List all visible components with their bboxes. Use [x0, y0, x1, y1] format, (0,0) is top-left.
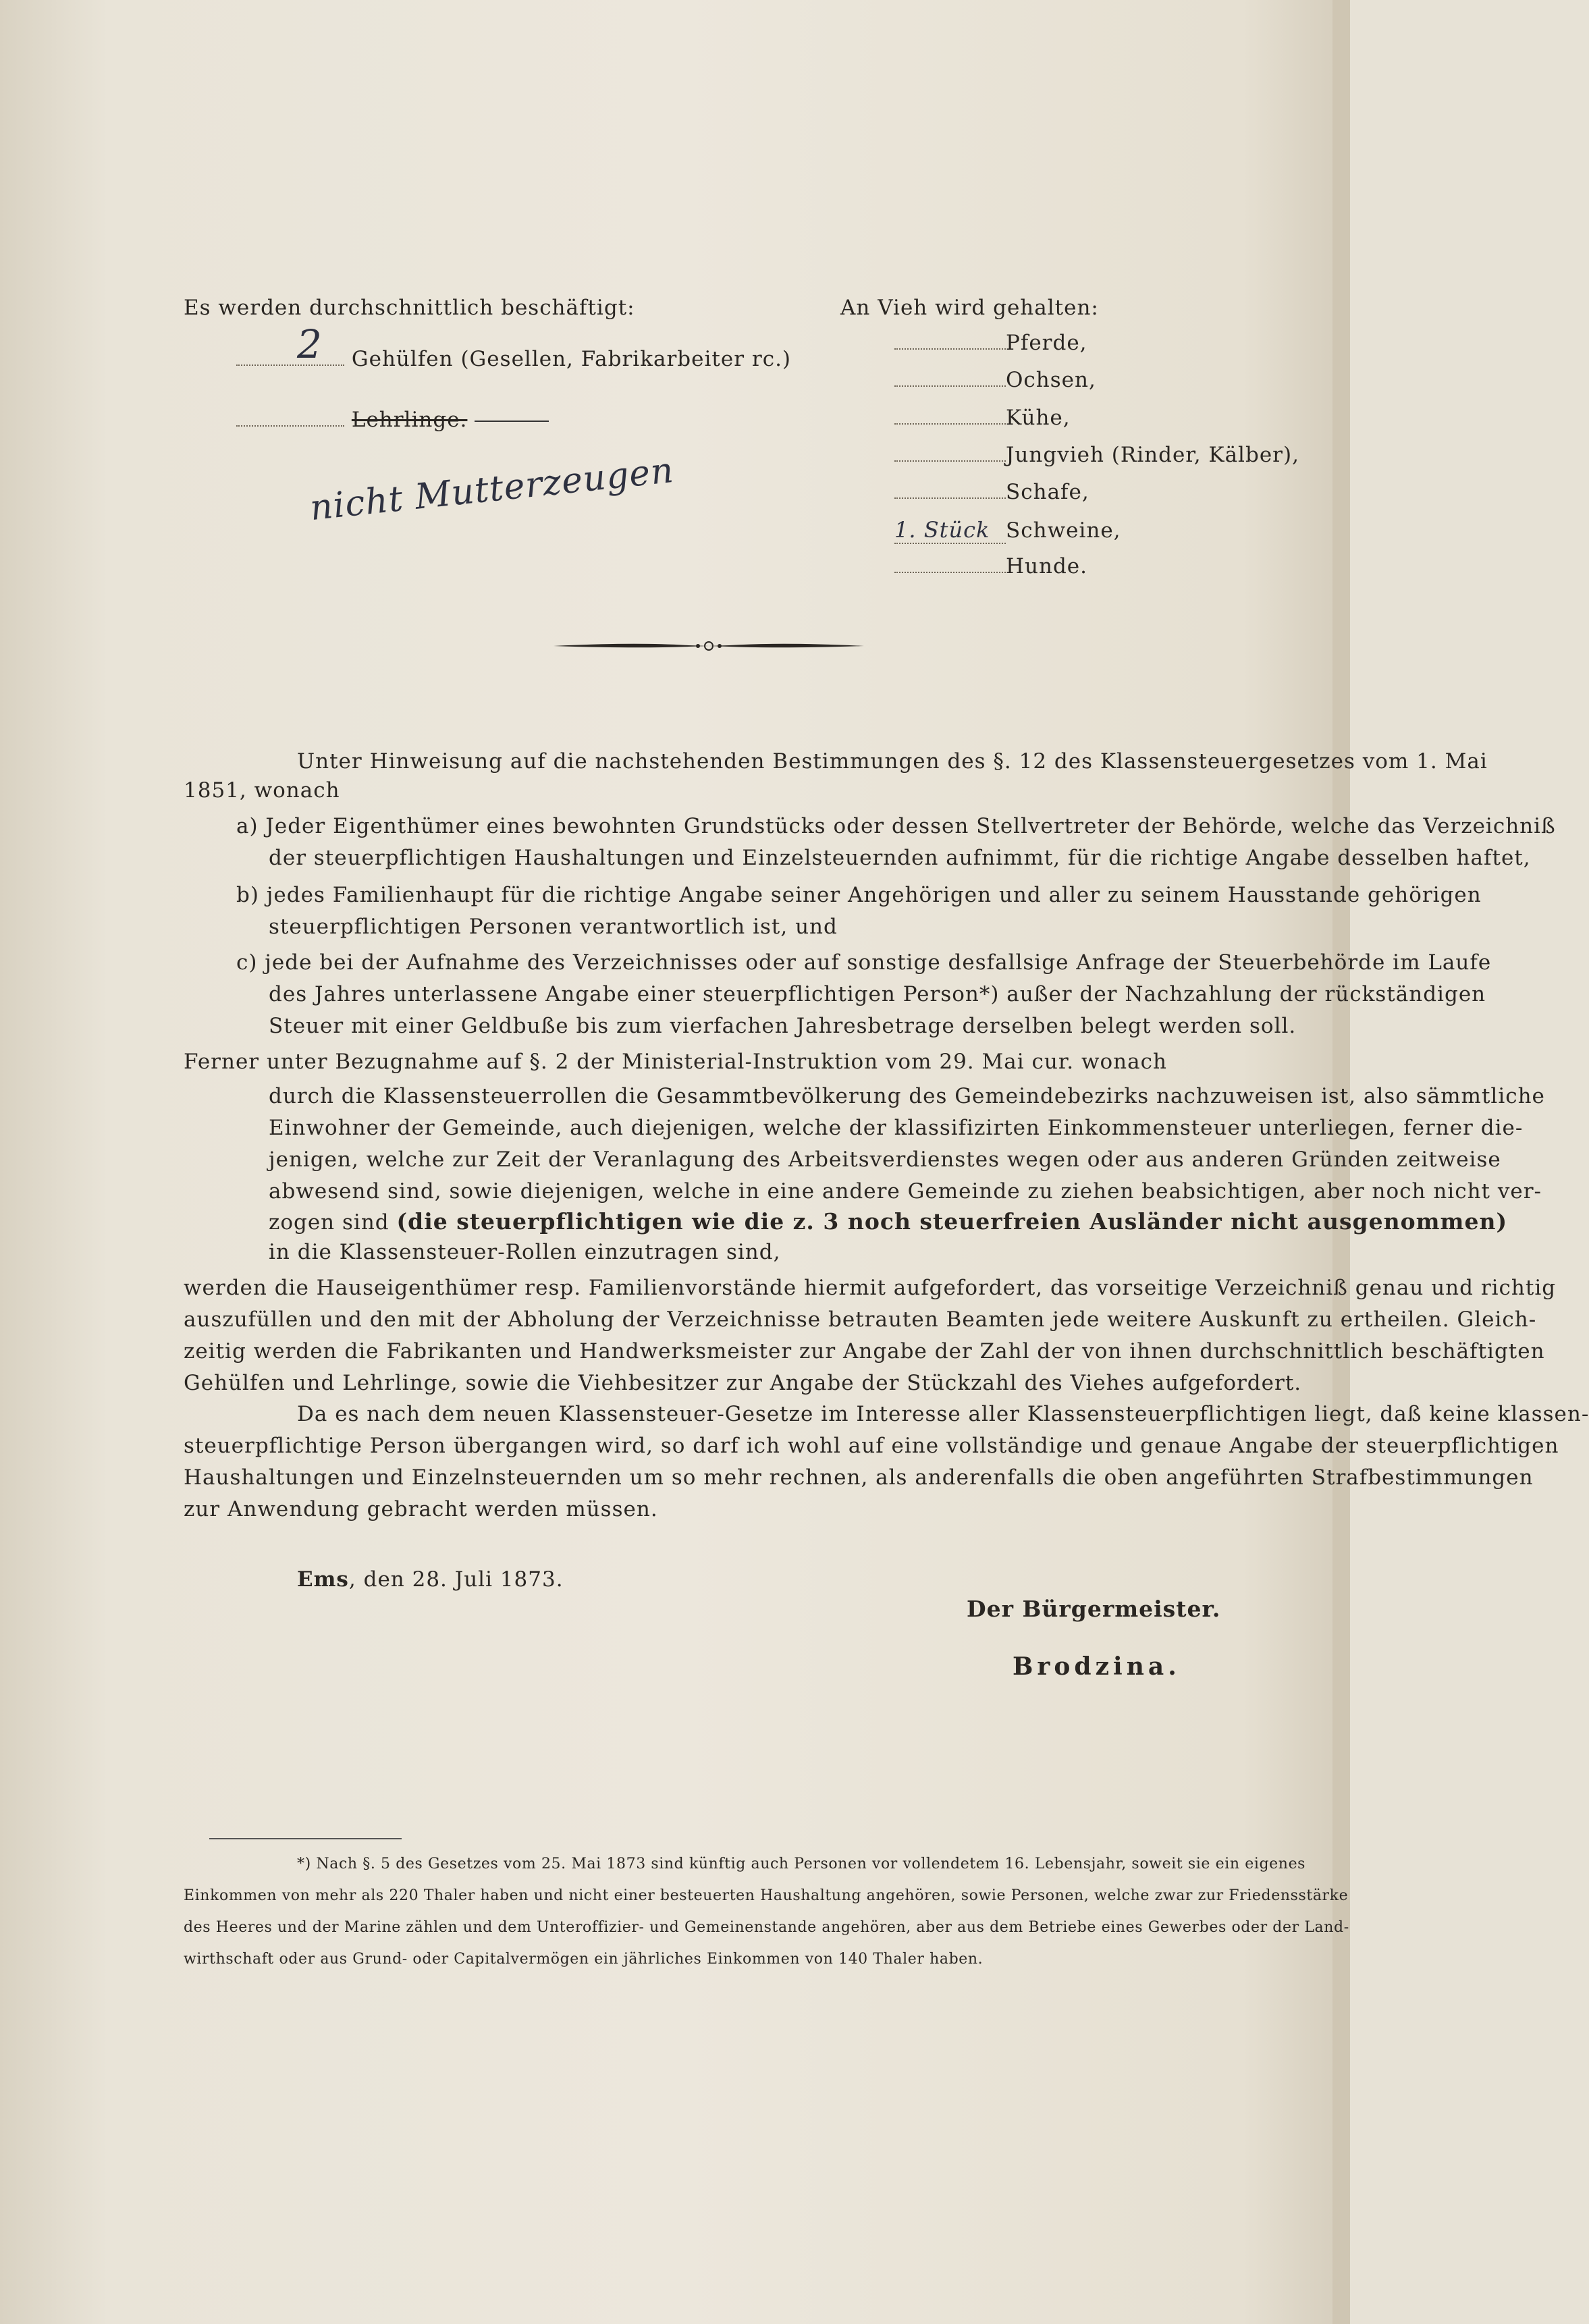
instruction-line-4: abwesend sind, sowie diejenigen, welche in eine andere Gemeinde zu ziehen beabsichtigen, aber noch nicht ver-: [269, 1179, 1542, 1204]
cows-label: Kühe,: [1006, 406, 1071, 430]
oxen-label: Ochsen,: [1006, 368, 1096, 392]
apprentices-dotted-line: [236, 425, 344, 427]
clause-c-line-2: des Jahres unterlassene Angabe einer steuerpflichtigen Person*) außer der Nachzahlung der rückständigen: [269, 982, 1486, 1006]
clause-b-line-1: b) jedes Familienhaupt für die richtige Angabe seiner Angehörigen und aller zu seinem Hausstande gehörigen: [236, 883, 1482, 907]
sheep-label: Schafe,: [1006, 480, 1089, 504]
instruction-line-5-start: zogen sind: [269, 1210, 389, 1235]
livestock-horses-row: [894, 331, 1087, 355]
closing-paragraph-line-4: zur Anwendung gebracht werden müssen.: [184, 1497, 658, 1521]
footnote-line-4: wirthschaft oder aus Grund- oder Capitalvermögen ein jährliches Einkommen von 140 Thaler haben.: [184, 1951, 984, 1968]
pigs-label: Schweine,: [1006, 518, 1121, 543]
further-reference-line: Ferner unter Bezugnahme auf §. 2 der Ministerial-Instruktion vom 29. Mai cur. wonach: [184, 1050, 1167, 1074]
livestock-dogs-row: [894, 554, 1087, 578]
horses-label: Pferde,: [1006, 331, 1087, 355]
instruction-emphasis: (die steuerpflichtigen wie die z. 3 noch steuerfreien Ausländer nicht ausgenommen): [396, 1208, 1508, 1235]
assistants-count: 2: [297, 321, 323, 367]
dogs-dotted-line: [894, 572, 1006, 573]
assistants-label: Gehülfen (Gesellen, Fabrikarbeiter rc.): [351, 347, 792, 371]
instruction-line-5: [269, 1208, 1507, 1235]
mayor-title: Der Bürgermeister.: [967, 1596, 1221, 1622]
footnote-rule: [209, 1838, 402, 1839]
request-line-3: zeitig werden die Fabrikanten und Handwerksmeister zur Angabe der Zahl der von ihnen durchschnittlich beschäftigten: [184, 1339, 1545, 1363]
apprentices-row: [236, 408, 549, 432]
assistants-row: [236, 321, 792, 371]
request-line-1: werden die Hauseigenthümer resp. Familienvorstände hiermit aufgefordert, das vorseitige Verzeichniß genau und richtig: [184, 1276, 1557, 1300]
oxen-dotted-line: [894, 385, 1006, 387]
request-line-4: Gehülfen und Lehrlinge, sowie die Viehbesitzer zur Angabe der Stückzahl des Viehes aufgefordert.: [184, 1371, 1302, 1395]
livestock-heading: An Vieh wird gehalten:: [840, 296, 1099, 320]
intro-line-2: 1851, wonach: [184, 778, 340, 803]
instruction-line-3: jenigen, welche zur Zeit der Veranlagung des Arbeitsverdienstes wegen oder aus anderen Gründen zeitweise: [269, 1147, 1501, 1172]
intro-line-1: Unter Hinweisung auf die nachstehenden Bestimmungen des §. 12 des Klassensteuergesetzes vom 1. Mai: [297, 749, 1488, 774]
livestock-pigs-row: [894, 517, 1121, 544]
clause-a-line-1: a) Jeder Eigenthümer eines bewohnten Grundstücks oder dessen Stellvertreter der Behörde, welche das Verzeichniß: [236, 814, 1556, 838]
cows-dotted-line: [894, 423, 1006, 425]
footnote-line-1: *) Nach §. 5 des Gesetzes vom 25. Mai 1873 sind künftig auch Personen vor vollendetem 16. Lebensjahr, soweit sie ein eigenes: [297, 1856, 1306, 1872]
place-name: Ems: [297, 1567, 349, 1592]
instruction-line-6: in die Klassensteuer-Rollen einzutragen sind,: [269, 1240, 781, 1264]
clause-c-line-1: c) jede bei der Aufnahme des Verzeichnisses oder auf sonstige desfallsige Anfrage der Steuerbehörde im Laufe: [236, 950, 1492, 975]
livestock-oxen-row: [894, 368, 1096, 392]
sheep-dotted-line: [894, 497, 1006, 499]
date-text: , den 28. Juli 1873.: [348, 1567, 564, 1592]
young-cattle-dotted-line: [894, 460, 1006, 462]
ornamental-divider: [554, 638, 864, 654]
instruction-line-2: Einwohner der Gemeinde, auch diejenigen, welche der klassifizirten Einkommensteuer unterliegen, ferner die-: [269, 1116, 1524, 1140]
request-line-2: auszufüllen und den mit der Abholung der Verzeichnisse betrauten Beamten jede weitere Auskunft zu ertheilen. Gleich-: [184, 1307, 1537, 1332]
apprentices-label: Lehrlinge.: [351, 408, 468, 432]
apprentices-strike-mark: [475, 421, 549, 422]
place-date: [297, 1567, 564, 1592]
footnote-line-2: Einkommen von mehr als 220 Thaler haben und nicht einer besteuerten Haushaltung angehören, sowie Personen, welche zwar zur Friedensstärke: [184, 1887, 1349, 1904]
livestock-young-cattle-row: [894, 443, 1299, 467]
handwritten-note: nicht Mutterzeugen: [308, 450, 676, 529]
clause-b-line-2: steuerpflichtigen Personen verantwortlich ist, und: [269, 915, 838, 939]
instruction-line-1: durch die Klassensteuerrollen die Gesammtbevölkerung des Gemeindebezirks nachzuweisen ist, also sämmtliche: [269, 1084, 1545, 1108]
employees-heading: Es werden durchschnittlich beschäftigt:: [184, 296, 635, 320]
clause-a-line-2: der steuerpflichtigen Haushaltungen und Einzelsteuernden aufnimmt, für die richtige Angabe desselben haftet,: [269, 846, 1531, 870]
assistants-dotted-line: [236, 364, 344, 366]
clause-c-line-3: Steuer mit einer Geldbuße bis zum vierfachen Jahresbetrage derselben belegt werden soll.: [269, 1014, 1297, 1038]
livestock-sheep-row: [894, 480, 1089, 504]
young-cattle-label: Jungvieh (Rinder, Kälber),: [1006, 443, 1299, 467]
footnote-line-3: des Heeres und der Marine zählen und dem Unteroffizier- und Gemeinenstande angehören, aber aus dem Betriebe eines Gewerbes oder der Land-: [184, 1919, 1349, 1936]
pigs-count: 1. Stück: [894, 517, 1006, 544]
dogs-label: Hunde.: [1006, 554, 1088, 578]
livestock-cows-row: [894, 406, 1071, 430]
mayor-name: Brodzina.: [1013, 1652, 1181, 1681]
closing-paragraph-line-3: Haushaltungen und Einzelnsteuernden um so mehr rechnen, als anderenfalls die oben angeführten Strafbestimmungen: [184, 1465, 1534, 1490]
closing-paragraph-line-1: Da es nach dem neuen Klassensteuer-Gesetze im Interesse aller Klassensteuerpflichtigen liegt, daß keine klassen-: [297, 1402, 1589, 1426]
horses-dotted-line: [894, 348, 1006, 350]
closing-paragraph-line-2: steuerpflichtige Person übergangen wird, so darf ich wohl auf eine vollständige und genaue Angabe der steuerpflichtigen: [184, 1434, 1559, 1458]
